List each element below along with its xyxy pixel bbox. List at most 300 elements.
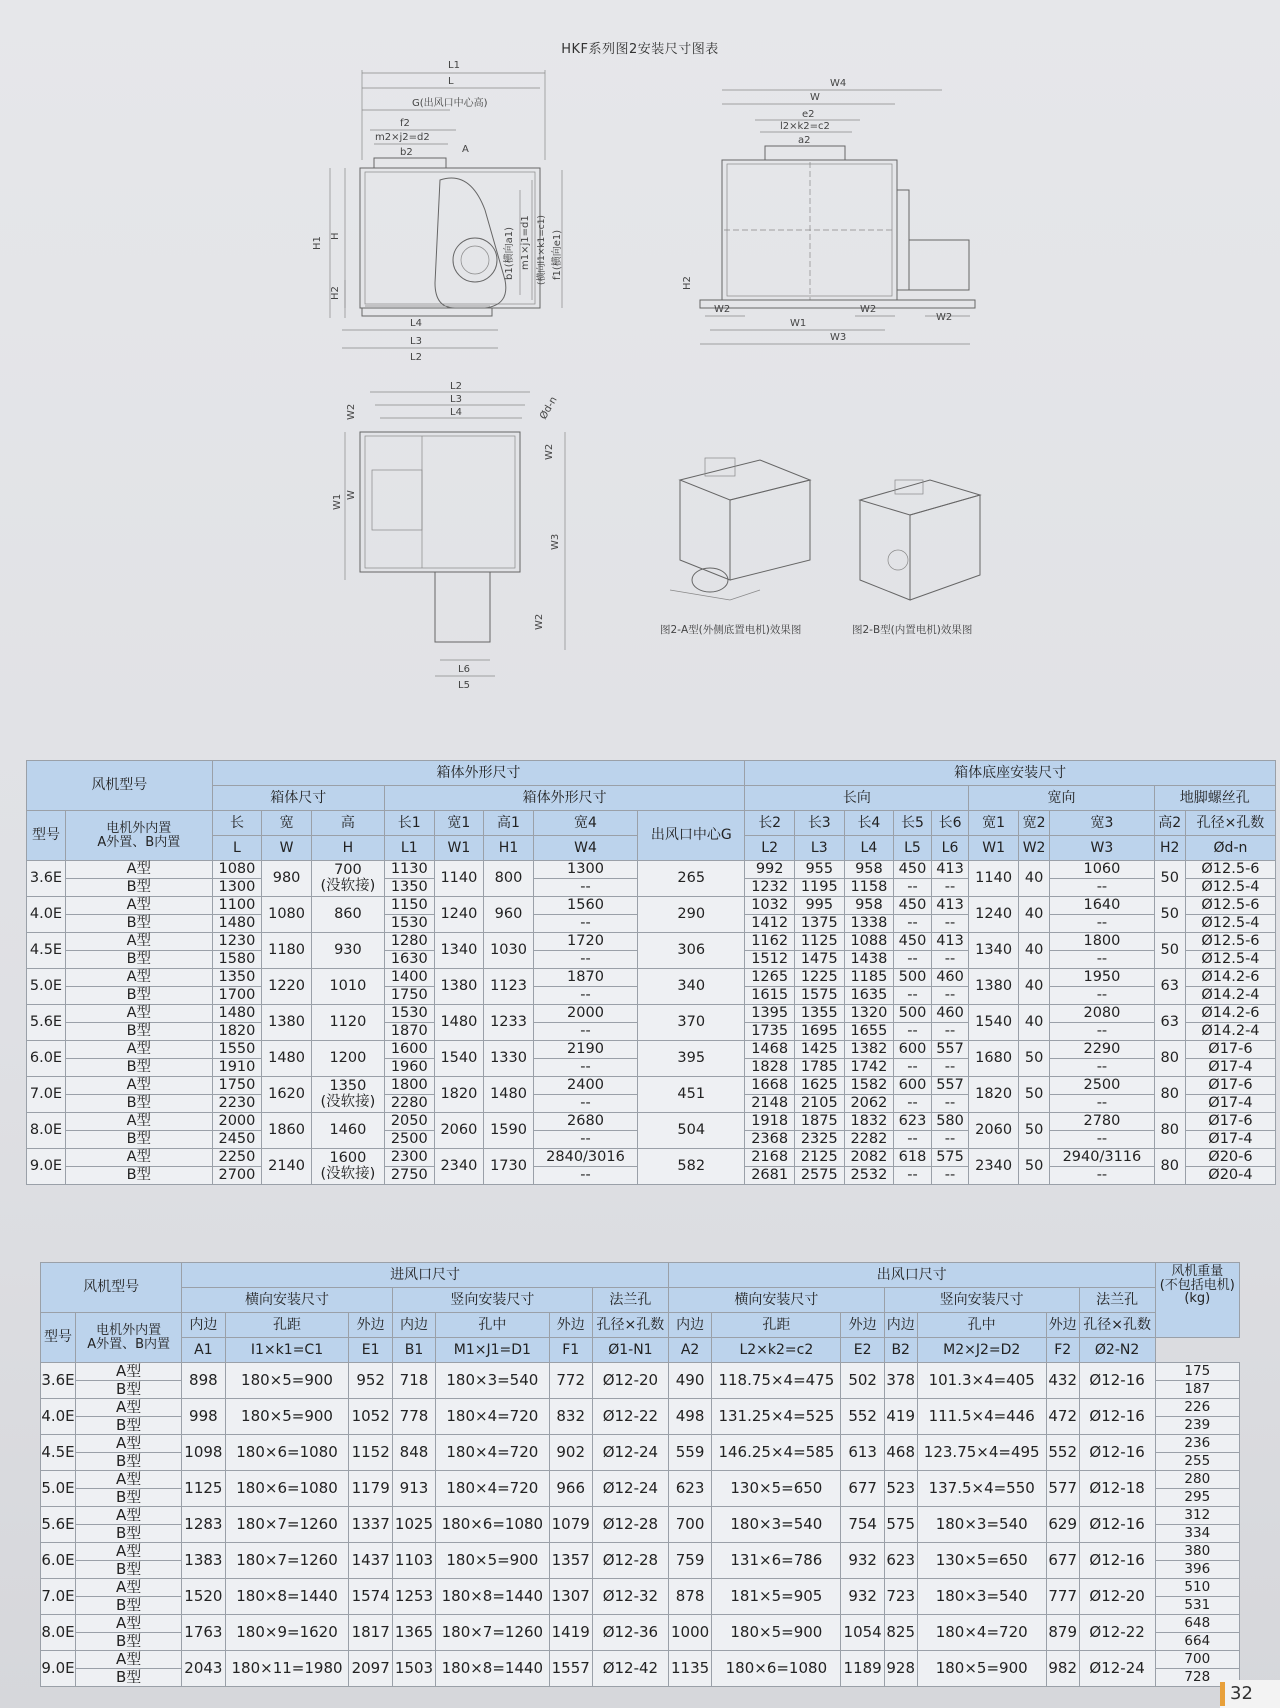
cell-motor: B型 (66, 1023, 213, 1041)
cell-L4: 1832 (844, 1113, 894, 1131)
cell-L5: -- (894, 951, 932, 969)
h2-label: 内边 (668, 1313, 711, 1338)
h2-in-h: 横向安装尺寸 (182, 1288, 393, 1313)
cell-motor: B型 (66, 987, 213, 1005)
cell-D2: 180×3=540 (917, 1507, 1046, 1543)
cell-G: 340 (638, 969, 745, 1005)
cell-c2: 131.25×4=525 (712, 1399, 841, 1435)
cell-L5: 600 (894, 1077, 932, 1095)
b-type-render (850, 470, 1000, 620)
cell-L1: 1530 (384, 1005, 434, 1023)
cell-weight: 334 (1155, 1525, 1239, 1543)
cell-H1: 1480 (484, 1077, 534, 1113)
cell-base-W2: 40 (1018, 933, 1049, 969)
cell-H-value: 860 (334, 905, 362, 922)
cell-F2: 629 (1046, 1507, 1079, 1543)
dim-W2-top: W2 (346, 403, 357, 420)
h-long: 长向 (745, 786, 969, 811)
cell-D2: 101.3×4=405 (917, 1363, 1046, 1399)
h-type: 型号 (27, 811, 66, 861)
inlet-outlet-table (40, 1262, 1240, 1687)
cell-L1: 2500 (384, 1131, 434, 1149)
cell-dn: Ø14.2-4 (1185, 1023, 1275, 1041)
cell-L5: -- (894, 1059, 932, 1077)
cell-dn: Ø14.2-6 (1185, 969, 1275, 987)
dim-L3: L3 (410, 336, 422, 347)
cell-L: 1480 (212, 915, 262, 933)
h-label: 宽3 (1050, 811, 1154, 836)
cell-W4: 1870 (533, 969, 637, 987)
dim-H2: H2 (330, 286, 341, 300)
cell-L1: 1150 (384, 897, 434, 915)
cell-E2: 1054 (841, 1615, 884, 1651)
cell-H1: 800 (484, 861, 534, 897)
cell-L4: 1635 (844, 987, 894, 1005)
cell-L4: 1338 (844, 915, 894, 933)
h2-label: 孔中 (917, 1313, 1046, 1338)
cell-N1: Ø12-42 (592, 1651, 668, 1687)
cell-H1: 1030 (484, 933, 534, 969)
cell-L3: 1785 (794, 1059, 844, 1077)
cell-type: 7.0E (41, 1579, 76, 1615)
cell-base-W2: 50 (1018, 1149, 1049, 1185)
h-symbol: W3 (1050, 836, 1154, 861)
h-label: 高 (311, 811, 384, 836)
cell-G: 306 (638, 933, 745, 969)
h-symbol: L3 (794, 836, 844, 861)
cell-H (311, 1077, 384, 1113)
cell-W3: -- (1050, 1167, 1154, 1185)
cell-N2: Ø12-16 (1079, 1543, 1155, 1579)
cell-c2: 180×5=900 (712, 1615, 841, 1651)
cell-C1: 180×6=1080 (225, 1471, 349, 1507)
h2-label: 孔距 (225, 1313, 349, 1338)
cell-G: 504 (638, 1113, 745, 1149)
cell-weight: 187 (1155, 1381, 1239, 1399)
cell-dn: Ø20-4 (1185, 1167, 1275, 1185)
dim-W2-a: W2 (714, 304, 731, 315)
cell-base-W1: 1240 (969, 897, 1019, 933)
cell-weight: 700 (1155, 1651, 1239, 1669)
cell-L1: 1870 (384, 1023, 434, 1041)
cell-motor: B型 (66, 879, 213, 897)
cell-H1: 960 (484, 897, 534, 933)
cell-c2: 181×5=905 (712, 1579, 841, 1615)
cell-E2: 1189 (841, 1651, 884, 1687)
cell-motor: B型 (66, 915, 213, 933)
cell-L3: 1575 (794, 987, 844, 1005)
cell-E1: 2097 (349, 1651, 392, 1687)
cell-L3: 1375 (794, 915, 844, 933)
cell-W: 1380 (262, 1005, 312, 1041)
cell-L5: 600 (894, 1041, 932, 1059)
cell-W3: 2940/3116 (1050, 1149, 1154, 1167)
cell-base-W1: 1140 (969, 861, 1019, 897)
cell-L4: 1185 (844, 969, 894, 987)
h-symbol: L4 (844, 836, 894, 861)
cell-L1: 2750 (384, 1167, 434, 1185)
cell-B1: 848 (392, 1435, 435, 1471)
cell-D1: 180×7=1260 (436, 1615, 549, 1651)
cell-motor: B型 (76, 1597, 182, 1615)
dim-dn: Ød-n (538, 395, 560, 422)
cell-W4: 2000 (533, 1005, 637, 1023)
cell-weight: 396 (1155, 1561, 1239, 1579)
cell-type: 5.6E (41, 1507, 76, 1543)
dim-L6: L6 (458, 664, 470, 675)
cell-H1: 1123 (484, 969, 534, 1005)
cell-N2: Ø12-16 (1079, 1435, 1155, 1471)
cell-H (311, 1041, 384, 1077)
cell-N1: Ø12-28 (592, 1507, 668, 1543)
cell-L3: 1125 (794, 933, 844, 951)
cell-W4: 2680 (533, 1113, 637, 1131)
cell-D2: 130×5=650 (917, 1543, 1046, 1579)
cell-L2: 2168 (745, 1149, 795, 1167)
cell-motor: B型 (76, 1525, 182, 1543)
h2-label: 孔径×孔数 (592, 1313, 668, 1338)
cell-L5: -- (894, 987, 932, 1005)
dim-H2-side: H2 (682, 276, 693, 290)
h-motor: 电机外内置 A外置、B内置 (66, 811, 213, 861)
cell-L4: 2532 (844, 1167, 894, 1185)
h-box-size: 箱体尺寸 (212, 786, 384, 811)
cell-N2: Ø12-22 (1079, 1615, 1155, 1651)
h2-symbol: Ø2-N2 (1079, 1338, 1155, 1363)
cell-H-value: 700 (334, 862, 362, 879)
cell-E2: 552 (841, 1399, 884, 1435)
dim-a2: a2 (798, 135, 811, 146)
h2-symbol: A1 (182, 1338, 225, 1363)
cell-base-W1: 1540 (969, 1005, 1019, 1041)
cell-L6: -- (931, 1167, 969, 1185)
h2-weight: 风机重量 (不包括电机) (kg) (1155, 1263, 1239, 1338)
cell-c2: 146.25×4=585 (712, 1435, 841, 1471)
dim-f1: f1(横向e1) (552, 229, 563, 280)
dim-b2: b2 (400, 147, 413, 158)
cell-A1: 2043 (182, 1651, 225, 1687)
cell-W4: 1300 (533, 861, 637, 879)
cell-dn: Ø12.5-4 (1185, 879, 1275, 897)
cell-L6: -- (931, 987, 969, 1005)
h2-motor: 电机外内置 A外置、B内置 (76, 1313, 182, 1363)
cell-L: 2700 (212, 1167, 262, 1185)
cell-W4: 2190 (533, 1041, 637, 1059)
cell-L3: 1475 (794, 951, 844, 969)
cell-C1: 180×5=900 (225, 1399, 349, 1435)
dim-L4-top: L4 (450, 407, 462, 418)
dim-H1: H1 (312, 236, 323, 250)
h-label: 高1 (484, 811, 534, 836)
cell-H (311, 861, 384, 897)
cell-W3: 2500 (1050, 1077, 1154, 1095)
cell-F1: 1357 (549, 1543, 592, 1579)
box-dimensions-table (26, 760, 1276, 1185)
cell-type: 5.6E (27, 1005, 66, 1041)
cell-W: 1080 (262, 897, 312, 933)
cell-dn: Ø14.2-6 (1185, 1005, 1275, 1023)
cell-W1: 1480 (434, 1005, 484, 1041)
cell-base-W1: 1340 (969, 933, 1019, 969)
cell-L5: 450 (894, 897, 932, 915)
cell-W1: 2340 (434, 1149, 484, 1185)
cell-L4: 2282 (844, 1131, 894, 1149)
h2-type: 型号 (41, 1313, 76, 1363)
cell-H2: 50 (1154, 897, 1185, 933)
cell-motor: A型 (66, 1041, 213, 1059)
cell-L: 1100 (212, 897, 262, 915)
cell-L4: 1088 (844, 933, 894, 951)
cell-F2: 432 (1046, 1363, 1079, 1399)
cell-L5: -- (894, 1131, 932, 1149)
cell-E1: 1817 (349, 1615, 392, 1651)
table-row (41, 1507, 1240, 1525)
h-label: 长 (212, 811, 262, 836)
cell-H-value: 1600 (329, 1150, 367, 1167)
cell-weight: 380 (1155, 1543, 1239, 1561)
cell-W4: -- (533, 1131, 637, 1149)
cell-W3: -- (1050, 951, 1154, 969)
cell-N1: Ø12-24 (592, 1435, 668, 1471)
cell-W3: -- (1050, 987, 1154, 1005)
cell-H2: 80 (1154, 1113, 1185, 1149)
cell-D2: 180×4=720 (917, 1615, 1046, 1651)
cell-base-W1: 1820 (969, 1077, 1019, 1113)
cell-L5: 623 (894, 1113, 932, 1131)
page-title: HKF系列图2安装尺寸图表 (561, 42, 719, 57)
dim-H: H (330, 232, 341, 240)
cell-N1: Ø12-36 (592, 1615, 668, 1651)
cell-L6: 580 (931, 1113, 969, 1131)
h2-label: 孔距 (712, 1313, 841, 1338)
cell-L: 1580 (212, 951, 262, 969)
dim-l2k2: l2×k2=c2 (780, 121, 830, 132)
cell-A2: 878 (668, 1579, 711, 1615)
side-view-drawing (680, 80, 990, 380)
cell-W: 980 (262, 861, 312, 897)
cell-A1: 998 (182, 1399, 225, 1435)
cell-L1: 1630 (384, 951, 434, 969)
h-label: 宽1 (434, 811, 484, 836)
cell-H2: 80 (1154, 1041, 1185, 1077)
cell-L5: -- (894, 1167, 932, 1185)
h-symbol: L6 (931, 836, 969, 861)
cell-L3: 2125 (794, 1149, 844, 1167)
cell-dn: Ø20-6 (1185, 1149, 1275, 1167)
cell-B2: 825 (884, 1615, 917, 1651)
cell-C1: 180×11=1980 (225, 1651, 349, 1687)
cell-H-note: (没软接) (320, 1165, 376, 1182)
cell-L3: 1625 (794, 1077, 844, 1095)
cell-L2: 2148 (745, 1095, 795, 1113)
cell-motor: A型 (66, 1077, 213, 1095)
cell-L1: 2280 (384, 1095, 434, 1113)
cell-L1: 1600 (384, 1041, 434, 1059)
table-row (41, 1399, 1240, 1417)
cell-H1: 1330 (484, 1041, 534, 1077)
cell-H-value: 1010 (329, 977, 367, 994)
cell-motor: A型 (66, 969, 213, 987)
cell-E2: 677 (841, 1471, 884, 1507)
cell-E1: 1052 (349, 1399, 392, 1435)
cell-W4: -- (533, 1167, 637, 1185)
table-row (27, 1041, 1276, 1059)
cell-base-W2: 50 (1018, 1077, 1049, 1113)
cell-G: 451 (638, 1077, 745, 1113)
cell-L5: 500 (894, 1005, 932, 1023)
dim-m1j1: m1×j1=d1 (520, 215, 531, 270)
cell-type: 3.6E (41, 1363, 76, 1399)
h-symbol: L (212, 836, 262, 861)
cell-L5: -- (894, 915, 932, 933)
h2-symbol: B1 (392, 1338, 435, 1363)
cell-motor: A型 (66, 1113, 213, 1131)
cell-B1: 778 (392, 1399, 435, 1435)
cell-B1: 1103 (392, 1543, 435, 1579)
cell-type: 4.5E (27, 933, 66, 969)
cell-A2: 498 (668, 1399, 711, 1435)
cell-motor: A型 (66, 1005, 213, 1023)
cell-motor: B型 (66, 1059, 213, 1077)
cell-type: 4.5E (41, 1435, 76, 1471)
cell-type: 9.0E (27, 1149, 66, 1185)
cell-N1: Ø12-22 (592, 1399, 668, 1435)
cell-L2: 1735 (745, 1023, 795, 1041)
cell-L4: 2062 (844, 1095, 894, 1113)
cell-L: 1300 (212, 879, 262, 897)
cell-H-note: (没软接) (320, 1093, 376, 1110)
dim-L3-top: L3 (450, 394, 462, 405)
h-box-base: 箱体底座安装尺寸 (745, 761, 1276, 786)
cell-C1: 180×9=1620 (225, 1615, 349, 1651)
dim-L2-top: L2 (450, 381, 462, 392)
h-symbol: L1 (384, 836, 434, 861)
cell-E2: 754 (841, 1507, 884, 1543)
cell-motor: B型 (66, 1167, 213, 1185)
h-label: 长3 (794, 811, 844, 836)
cell-D1: 180×3=540 (436, 1363, 549, 1399)
top-view-drawing (332, 380, 580, 700)
h2-out-h: 横向安装尺寸 (668, 1288, 884, 1313)
cell-W1: 1140 (434, 861, 484, 897)
cell-weight: 295 (1155, 1489, 1239, 1507)
cell-E1: 1152 (349, 1435, 392, 1471)
cell-base-W1: 1680 (969, 1041, 1019, 1077)
cell-H (311, 1113, 384, 1149)
h-label: 长6 (931, 811, 969, 836)
cell-W4: 1560 (533, 897, 637, 915)
cell-G: 395 (638, 1041, 745, 1077)
h2-label: 内边 (182, 1313, 225, 1338)
cell-D1: 180×5=900 (436, 1543, 549, 1579)
cell-L1: 1280 (384, 933, 434, 951)
h-symbol: L2 (745, 836, 795, 861)
cell-L2: 2368 (745, 1131, 795, 1149)
cell-F1: 1307 (549, 1579, 592, 1615)
cell-W4: 2400 (533, 1077, 637, 1095)
cell-L1: 1400 (384, 969, 434, 987)
dim-W: W (810, 92, 820, 103)
table-row (27, 1077, 1276, 1095)
cell-W4: -- (533, 1023, 637, 1041)
cell-H (311, 897, 384, 933)
cell-W4: -- (533, 951, 637, 969)
cell-D2: 180×5=900 (917, 1651, 1046, 1687)
cell-A1: 898 (182, 1363, 225, 1399)
h-wide: 宽向 (969, 786, 1154, 811)
cell-W3: -- (1050, 1131, 1154, 1149)
cell-L: 2000 (212, 1113, 262, 1131)
cell-L5: -- (894, 1095, 932, 1113)
h-symbol: H1 (484, 836, 534, 861)
h2-label: 外边 (349, 1313, 392, 1338)
cell-W4: -- (533, 915, 637, 933)
cell-L6: -- (931, 1023, 969, 1041)
h-outlet-G: 出风口中心G (638, 811, 745, 861)
dim-L2: L2 (410, 352, 422, 363)
cell-E1: 1574 (349, 1579, 392, 1615)
cell-F1: 1079 (549, 1507, 592, 1543)
dim-W2-top-b: W2 (544, 443, 555, 460)
h2-label: 孔径×孔数 (1079, 1313, 1155, 1338)
cell-A1: 1763 (182, 1615, 225, 1651)
h-symbol: W1 (969, 836, 1019, 861)
table-row (27, 1005, 1276, 1023)
h-symbol: W (262, 836, 312, 861)
dim-W2-b: W2 (860, 304, 877, 315)
cell-C1: 180×5=900 (225, 1363, 349, 1399)
dim-W1-top: W1 (332, 493, 343, 510)
cell-E2: 932 (841, 1579, 884, 1615)
cell-A2: 559 (668, 1435, 711, 1471)
cell-F1: 1419 (549, 1615, 592, 1651)
cell-W: 1480 (262, 1041, 312, 1077)
cell-L6: 575 (931, 1149, 969, 1167)
cell-motor: A型 (76, 1579, 182, 1597)
cell-W3: -- (1050, 1095, 1154, 1113)
cell-motor: B型 (66, 1095, 213, 1113)
cell-motor: A型 (76, 1543, 182, 1561)
cell-weight: 226 (1155, 1399, 1239, 1417)
h-label: 宽 (262, 811, 312, 836)
h2-out-flange: 法兰孔 (1079, 1288, 1155, 1313)
cell-F2: 552 (1046, 1435, 1079, 1471)
cell-W: 2140 (262, 1149, 312, 1185)
cell-dn: Ø12.5-6 (1185, 897, 1275, 915)
cell-L: 1750 (212, 1077, 262, 1095)
cell-dn: Ø14.2-4 (1185, 987, 1275, 1005)
cell-L3: 1195 (794, 879, 844, 897)
cell-W3: 2780 (1050, 1113, 1154, 1131)
cell-A2: 759 (668, 1543, 711, 1579)
cell-L1: 1750 (384, 987, 434, 1005)
h2-symbol: E1 (349, 1338, 392, 1363)
h2-in-flange: 法兰孔 (592, 1288, 668, 1313)
cell-L6: 413 (931, 861, 969, 879)
cell-L6: -- (931, 879, 969, 897)
cell-L: 1080 (212, 861, 262, 879)
h2-label: 孔中 (436, 1313, 549, 1338)
cell-B2: 419 (884, 1399, 917, 1435)
cell-L3: 1225 (794, 969, 844, 987)
cell-L4: 1655 (844, 1023, 894, 1041)
cell-type: 6.0E (41, 1543, 76, 1579)
cell-motor: A型 (76, 1363, 182, 1381)
cell-dn: Ø12.5-6 (1185, 933, 1275, 951)
cell-L4: 1582 (844, 1077, 894, 1095)
cell-motor: A型 (76, 1471, 182, 1489)
h2-model: 风机型号 (41, 1263, 182, 1313)
